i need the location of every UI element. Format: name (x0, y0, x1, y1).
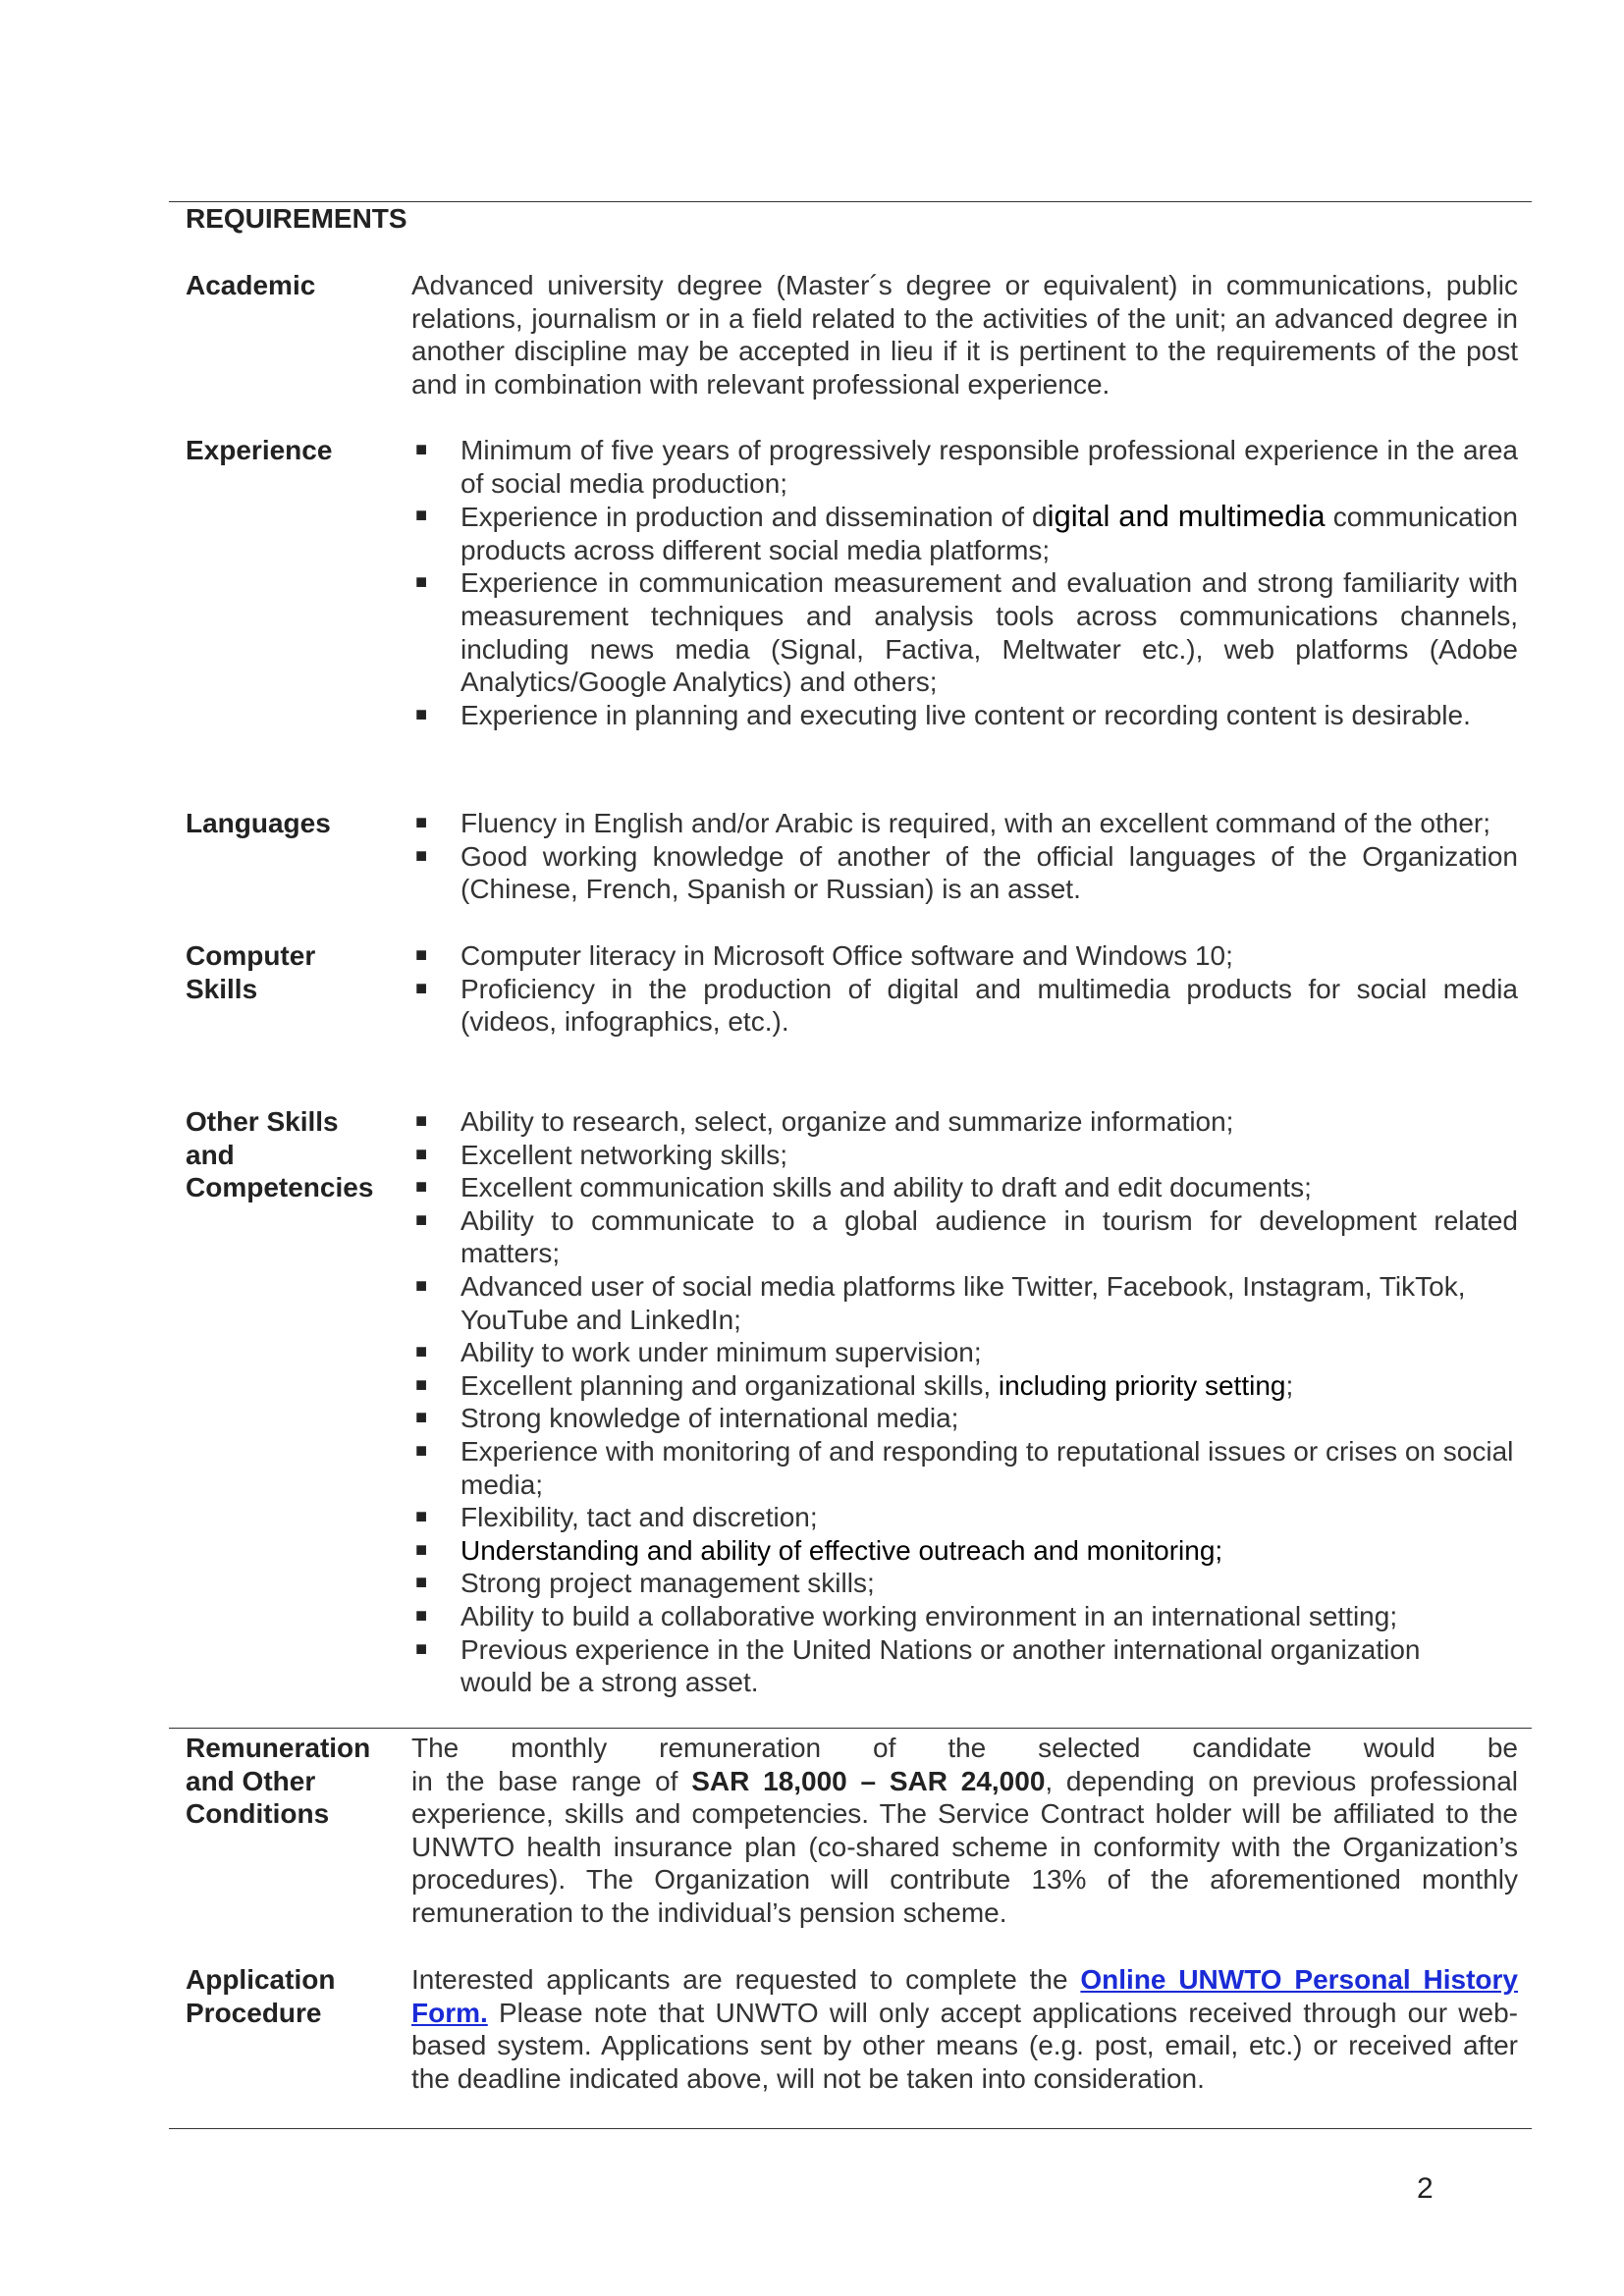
bullet-icon: ■ (415, 1373, 428, 1396)
languages-section (186, 807, 1523, 906)
bullet-icon: ■ (415, 1604, 428, 1627)
remuneration-line: The monthly remuneration of the selected candidate would be (411, 1733, 1518, 1763)
bullet-icon: ■ (415, 1143, 428, 1165)
other-skills-label: Other Skills and Competencies (186, 1106, 374, 1203)
list-item: ■ Minimum of five years of progressively responsible professional experience in the area of social media production; (415, 435, 1518, 499)
bullet-icon: ■ (415, 1274, 428, 1297)
application-section (186, 1963, 1523, 2095)
list-item: ■ Experience in production and dissemination of digital and multimedia communication products across different social media platforms; (415, 499, 1518, 565)
list-item: ■ Fluency in English and/or Arabic is required, with an excellent command of the other; (415, 808, 1491, 838)
bullet-icon: ■ (415, 1407, 428, 1429)
other-skills-content (411, 1105, 1518, 1699)
bullet-icon: ■ (415, 1538, 428, 1561)
bullet-icon: ■ (415, 1506, 428, 1528)
list-item: ■ Proficiency in the production of digital and multimedia products for social media (videos, infographics, etc.). (415, 973, 1518, 1038)
other-skills-list (411, 1105, 1518, 1699)
bullet-icon: ■ (415, 1208, 428, 1231)
languages-content (411, 807, 1518, 906)
remuneration-section (186, 1732, 1523, 1930)
list-item: ■ Excellent networking skills; (415, 1139, 788, 1170)
personal-history-form-link[interactable]: Online UNWTO Personal History Form. (411, 1964, 1518, 2028)
remuneration-content (411, 1732, 1518, 1930)
bullet-icon: ■ (415, 1637, 428, 1660)
list-item: ■ Experience in communication measurement and evaluation and strong familiarity with measurement techniques and analysis tools across communications channels, including news media (Signal, Factiva, Meltwater etc.), web platforms (Adobe Analytics/Google Analytics) and others; (415, 567, 1518, 698)
experience-list (411, 434, 1518, 731)
experience-label: Experience (186, 435, 333, 465)
remuneration-rule (169, 1728, 1532, 1729)
bullet-icon: ■ (415, 844, 428, 867)
languages-label: Languages (186, 808, 331, 838)
bullet-icon: ■ (415, 812, 428, 833)
application-label: Application Procedure (186, 1964, 336, 2028)
academic-section (186, 269, 1523, 400)
list-item: ■ Excellent planning and organizational skills, including priority setting; (415, 1369, 1294, 1401)
remuneration-text: in the base range of SAR 18,000 – SAR 24,000, depending on previous professional experience, skills and competencies. The Service Contract holder will be affiliated to the UNWTO health insurance plan (co-shared scheme in conformity with the Organization’s procedures). The Organization will contribute 13% of the aforementioned monthly remuneration to the individual’s pension scheme. (411, 1765, 1518, 1928)
list-item: ■ Ability to work under minimum supervision; (415, 1337, 982, 1368)
list-item: ■ Understanding and ability of effective outreach and monitoring; (415, 1534, 1223, 1566)
bullet-icon: ■ (415, 1439, 428, 1462)
section-heading: REQUIREMENTS (186, 203, 407, 234)
bullet-icon: ■ (415, 1110, 428, 1132)
bullet-icon: ■ (415, 1572, 428, 1594)
page-number: 2 (1417, 2172, 1434, 2205)
bullet-icon: ■ (415, 571, 428, 594)
list-item: ■ Ability to research, select, organize and summarize information; (415, 1106, 1234, 1137)
list-item: ■ Experience in planning and executing live content or recording content is desirable. (415, 699, 1471, 730)
application-content (411, 1963, 1518, 2095)
academic-text: Advanced university degree (Master´s degree or equivalent) in communications, public relations, journalism or in a field related to the activities of the unit; an advanced degree in another discipline may be accepted in lieu if it is pertinent to the requirements of the post and in combination with relevant professional experience. (411, 270, 1518, 400)
computer-skills-section (186, 939, 1523, 1039)
bottom-rule (169, 2128, 1532, 2129)
bullet-icon: ■ (415, 1341, 428, 1363)
computer-skills-label: Computer Skills (186, 940, 316, 1004)
list-item: ■ Advanced user of social media platforms like Twitter, Facebook, Instagram, TikTok, YouTube and LinkedIn; (415, 1270, 1466, 1335)
bullet-icon: ■ (415, 977, 428, 999)
other-skills-section (186, 1105, 1523, 1699)
experience-section (186, 434, 1523, 731)
experience-content (411, 434, 1518, 731)
list-item: ■ Previous experience in the United Nations or another international organization would be a strong asset. (415, 1633, 1421, 1698)
bullet-icon: ■ (415, 944, 428, 966)
computer-skills-list (411, 939, 1518, 1039)
languages-list (411, 807, 1518, 906)
list-item: ■ Computer literacy in Microsoft Office software and Windows 10; (415, 940, 1233, 971)
bullet-icon: ■ (415, 1176, 428, 1199)
remuneration-label: Remuneration and Other Conditions (186, 1733, 371, 1830)
bullet-icon: ■ (415, 439, 428, 460)
list-item: ■ Flexibility, tact and discretion; (415, 1502, 818, 1533)
application-text: Interested applicants are requested to complete the Online UNWTO Personal History Form. Please note that UNWTO will only accept applications received through our web-based system. Applications sent by other means (e.g. post, email, etc.) or received after the deadline indicated above, will not be taken into consideration. (411, 1964, 1518, 2094)
list-item: ■ Experience with monitoring of and responding to reputational issues or crises on social media; (415, 1435, 1514, 1500)
bullet-icon: ■ (415, 703, 428, 725)
list-item: ■ Ability to build a collaborative working environment in an international setting; (415, 1600, 1398, 1631)
academic-label: Academic (186, 270, 316, 300)
computer-skills-content (411, 939, 1518, 1039)
list-item: ■ Ability to communicate to a global audience in tourism for development related matters; (415, 1204, 1518, 1269)
salary-range: SAR 18,000 – SAR 24,000 (691, 1765, 1046, 1796)
academic-content (411, 269, 1518, 400)
bullet-icon: ■ (415, 505, 428, 527)
list-item: ■ Good working knowledge of another of the official languages of the Organization (Chinese, French, Spanish or Russian) is an asset. (415, 840, 1518, 905)
list-item: ■ Strong project management skills; (415, 1568, 875, 1599)
list-item: ■ Strong knowledge of international media; (415, 1403, 959, 1434)
list-item: ■ Excellent communication skills and ability to draft and edit documents; (415, 1172, 1312, 1203)
